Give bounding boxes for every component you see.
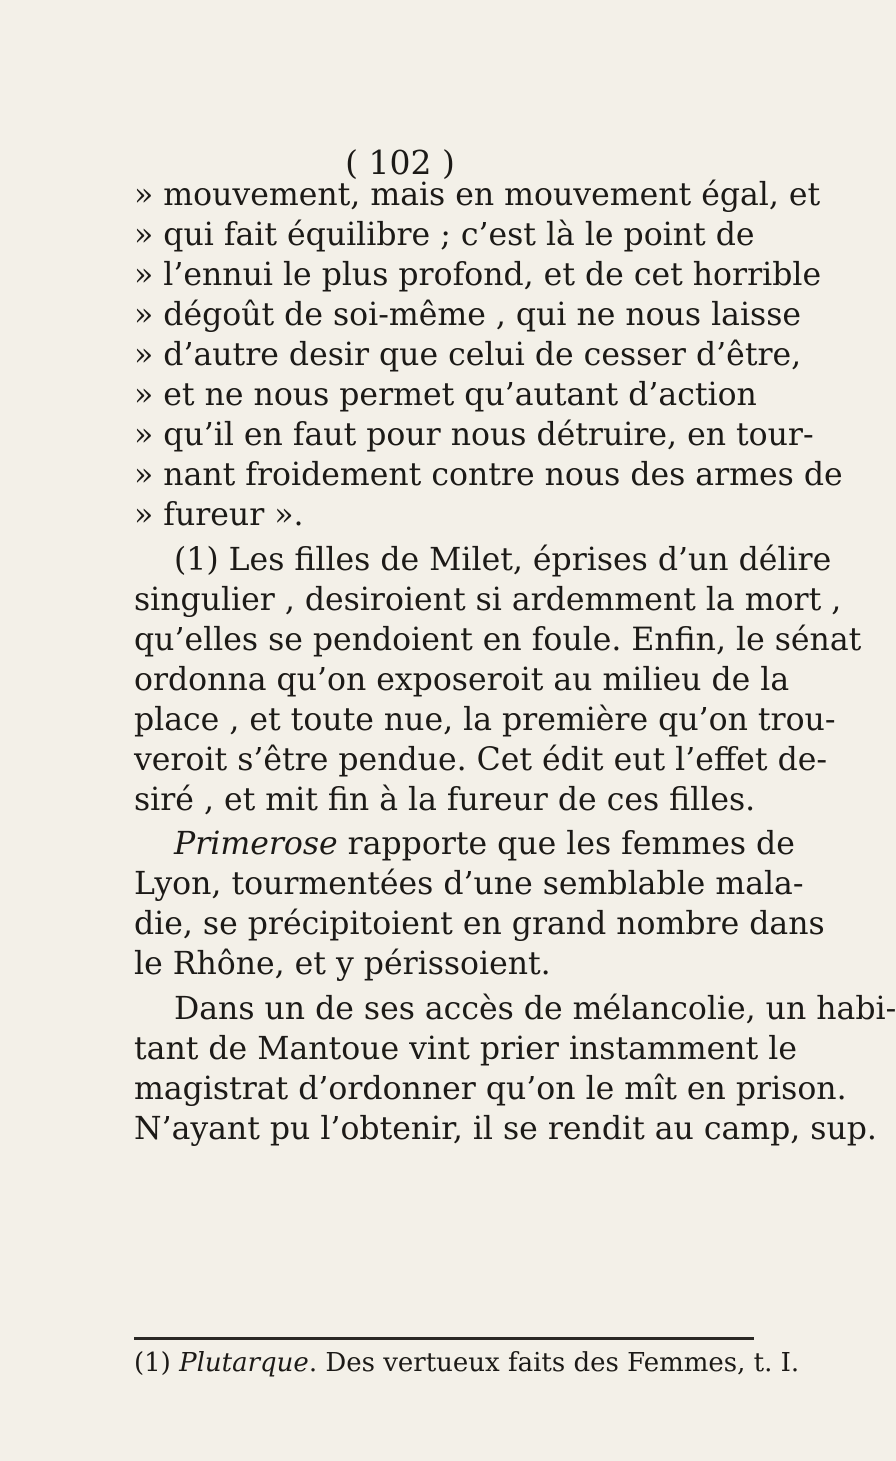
text-line: singulier , desiroient si ardemment la mort , [134,582,842,618]
text-line: (1) Les filles de Milet, éprises d’un délire [174,542,832,578]
text-line: » l’ennui le plus profond, et de cet horrible [134,257,822,293]
text-line: » fureur ». [134,497,304,533]
page-number: ( 102 ) [345,143,455,182]
author-name: Primerose [174,826,338,862]
text-line: » et ne nous permet qu’autant d’action [134,377,757,413]
text-line: die, se précipitoient en grand nombre dans [134,906,825,942]
text-line: tant de Mantoue vint prier instamment le [134,1031,797,1067]
text-line: Dans un de ses accès de mélancolie, un habi- [174,991,896,1027]
text-line: » mouvement, mais en mouvement égal, et [134,177,821,213]
footnote-divider [134,1337,754,1340]
footnote [134,1346,800,1380]
text-line: » qui fait équilibre ; c’est là le point de [134,217,755,253]
text-line: place , et toute nue, la première qu’on trou- [134,702,836,738]
text-line: Lyon, tourmentées d’une semblable mala- [134,866,804,902]
text-line: qu’elles se pendoient en foule. Enfin, le sénat [134,622,862,658]
footnote-author: Plutarque [179,1348,309,1378]
text-line: ordonna qu’on exposeroit au milieu de la [134,662,790,698]
text-line [174,825,795,863]
text-line: siré , et mit fin à la fureur de ces filles. [134,782,756,818]
text-line: » d’autre desir que celui de cesser d’être, [134,337,802,373]
text-line: » dégoût de soi-même , qui ne nous laisse [134,297,802,333]
text-line: » nant froidement contre nous des armes de [134,457,843,493]
text-line: magistrat d’ordonner qu’on le mît en prison. [134,1071,847,1107]
text-line: » qu’il en faut pour nous détruire, en tour- [134,417,814,453]
text-line: N’ayant pu l’obtenir, il se rendit au camp, sup. [134,1111,877,1147]
text-line: le Rhône, et y périssoient. [134,946,551,982]
text-fragment: rapporte que les femmes de [337,826,795,862]
footnote-text: . Des vertueux faits des Femmes, t. I. [308,1348,800,1378]
text-line: veroit s’être pendue. Cet édit eut l’effet de- [134,742,828,778]
footnote-marker: (1) [134,1348,171,1378]
